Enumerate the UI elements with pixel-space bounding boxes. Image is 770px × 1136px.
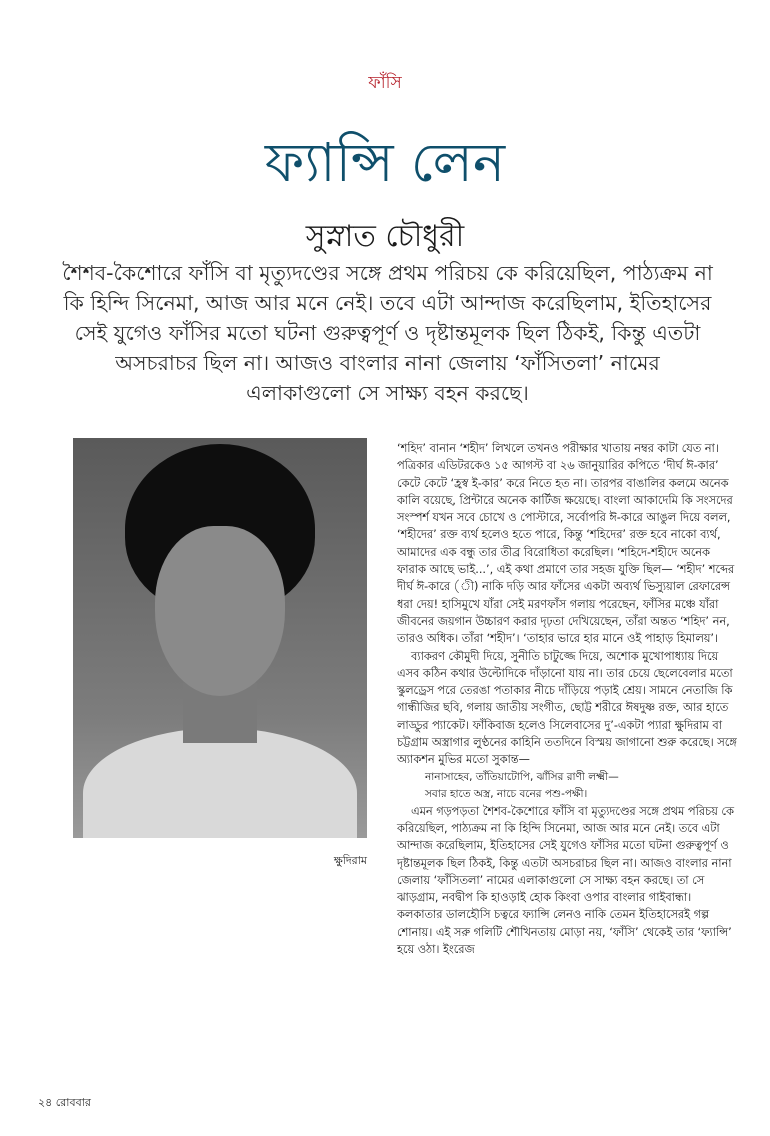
body-paragraph-3: এমন গড়পড়তা শৈশব-কৈশোরে ফাঁসি বা মৃত্যুদণ্ডের সঙ্গে প্রথম পরিচয় কে করিয়েছিল, পাঠ্যক্রম না কি হিন্দি সিনেমা, আজ আর মনে নেই। তবে এটা আন্দাজ করেছিলাম, ইতিহাসের সেই যুগেও ফাঁসির মতো ঘটনা গুরুত্বপূর্ণ ও দৃষ্টান্তমূলক ছিল ঠিকই, কিন্তু এতটা অসচরাচর ছিল না। আজও বাংলার নানা জেলায় ‘ফাঁসিতলা’ নামের এলাকাগুলো সে সাক্ষ্য বহন করছে। তা সে ঝাড়গ্রাম, নবদ্বীপ কি হাওড়াই হোক কিংবা ওপার বাংলার গাইবান্ধা। কলকাতার ডালহৌসি চত্বরে ফ্যান্সি লেনও নাকি তেমন ইতিহাসেরই গল্প শোনায়। এই সরু গলিটি শৌখিনতায় মোড়া নয়, ‘ফাঁসি’ থেকেই তার ‘ফ্যান্সি’ হয়ে ওঠা। ইংরেজ	[397, 804, 734, 957]
body-paragraph-1: ‘শহিদ’ বানান ‘শহীদ’ লিখলে তখনও পরীক্ষার খাতায় নম্বর কাটা যেত না। পত্রিকার এডিটরকেও ১৫ আগস্ট বা ২৬ জানুয়ারির কপিতে ‘দীর্ঘ ঈ-কার’ কেটে কেটে ‘হ্রস্ব ই-কার’ করে নিতে হত না। তারপর বাঙালির কলমে অনেক কালি বয়েছে, প্রিন্টারে অনেক কার্টিজ ক্ষয়েছে। বাংলা আকাদেমি কি সংসদের সংস্পর্শ যখন সবে চোখে ও পোস্টারে, সর্বোপরি ঈ-কারে আঙুল দিয়ে বলল, ‘শহীদের’ রক্ত ব্যর্থ হলেও হতে পারে, কিন্তু ‘শহিদের’ রক্ত হবে নাকো ব্যর্থ, আমাদের এক বন্ধু তার তীব্র বিরোধিতা করেছিল। ‘শহিদে-শহীদে অনেক ফারাক আছে ভাই...’, এই কথা প্রমাণে তার সহজ যুক্তি ছিল— ‘শহীদ’ শব্দের দীর্ঘ ঈ-কারে (ী) নাকি দড়ি আর ফাঁসের একটা অব্যর্থ ভিস্যুয়াল রেফারেন্স ধরা দেয়! হাসিমুখে যাঁরা সেই মরণফাঁস গলায় পরেছেন, ফাঁসির মঞ্চে যাঁরা জীবনের জয়গান উচ্চারণ করার দৃঢ়তা দেখিয়েছেন, তাঁরা অন্তত ‘শহিদ’ নন, তারও অধিক। তাঁরা ‘শহীদ’। ‘তাহার ভারে হার মানে ওই পাহাড় হিমালয়’।	[397, 442, 735, 646]
verse-line-2: সবার হাতে অস্ত্র, নাচে বনের পশু-পক্ষী।	[425, 787, 588, 800]
headline: ফ্যান্সি লেন	[264, 131, 506, 194]
photo-caption: ক্ষুদিরাম	[333, 854, 367, 867]
byline: সুস্নাত চৌধুরী	[305, 219, 465, 254]
photo-face	[155, 526, 285, 696]
intro-paragraph: শৈশব-কৈশোরে ফাঁসি বা মৃত্যুদণ্ডের সঙ্গে প্রথম পরিচয় কে করিয়েছিল, পাঠ্যক্রম না কি হিন্দি সিনেমা, আজ আর মনে নেই। তবে এটা আন্দাজ করেছিলাম, ইতিহাসের সেই যুগেও ফাঁসির মতো ঘটনা গুরুত্বপূর্ণ ও দৃষ্টান্তমূলক ছিল ঠিকই, কিন্তু এতটা অসচরাচর ছিল না। আজও বাংলার নানা জেলায় ‘ফাঁসিতলা’ নামের এলাকাগুলো সে সাক্ষ্য বহন করছে।	[62, 261, 713, 405]
page-footer: ২৪ রোববার	[38, 1096, 91, 1109]
verse-line-1: নানাসাহেব, তাঁতিয়াটোপি, ঝাঁসির রাণী লক্ষ্মী—	[425, 770, 619, 783]
body-paragraph-2: ব্যাকরণ কৌমুদী দিয়ে, সুনীতি চাটুজ্জে দিয়ে, অশোক মুখোপাধ্যায় দিয়ে এসব কঠিন কথার উল্টোদিকে দাঁড়ানো যায় না। তার চেয়ে ছেলেবেলার মতো স্কুলড্রেস পরে তেরঙা পতাকার নীচে দাঁড়িয়ে পড়াই শ্রেয়। সামনে নেতাজি কি গান্ধীজির ছবি, গলায় জাতীয় সংগীত, ছোট্ট শরীরে ঈষদুষ্ণ রক্ত, আর হাতে লাড্ডুর প্যাকেট। ফাঁকিবাজ হলেও সিলেবাসের দু’-একটা প্যারা ক্ষুদিরাম বা চট্টগ্রাম অস্ত্রাগার লুণ্ঠনের কাহিনি ততদিনে বিস্ময় জাগানো শুরু করেছে। সঙ্গে অ্যাকশন মুভির মতো সুকান্ত—	[397, 649, 737, 767]
section-tag: ফাঁসি	[368, 73, 402, 93]
article-body	[397, 440, 737, 958]
portrait-photo	[73, 438, 367, 838]
